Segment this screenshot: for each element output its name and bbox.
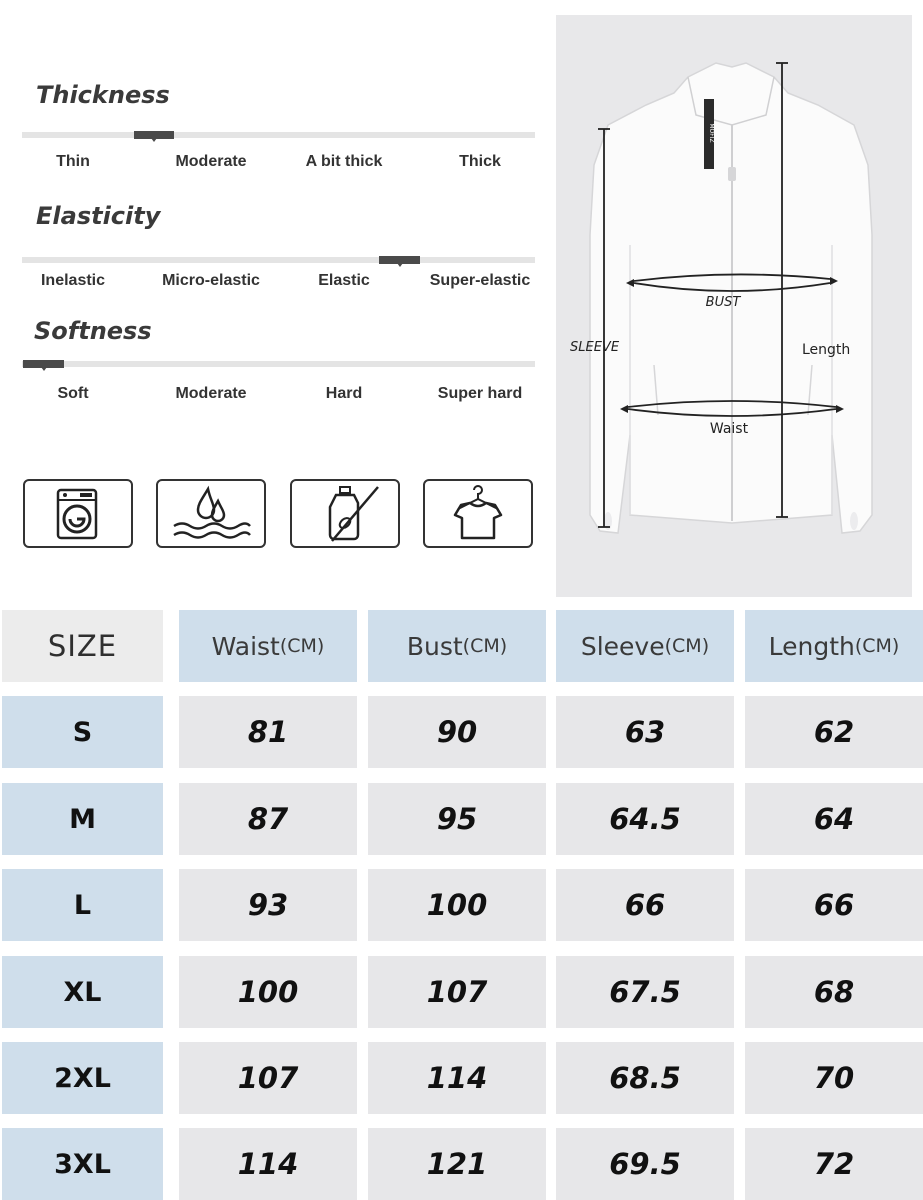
size-cell-2xl: 2XL <box>2 1042 163 1114</box>
column-header-waist-name: Waist <box>211 631 280 661</box>
size-cell-3xl: 3XL <box>2 1128 163 1200</box>
column-header-bust-name: Bust <box>406 631 463 661</box>
elasticity-title: Elasticity <box>36 202 161 230</box>
elasticity-label-inelastic: Inelastic <box>40 272 106 289</box>
table-cell-waist: 93 <box>179 869 357 941</box>
table-cell-sleeve: 64.5 <box>556 783 734 855</box>
hang-dry-icon <box>425 481 531 546</box>
softness-label-super-hard: Super hard <box>437 385 523 402</box>
size-cell-l: L <box>2 869 163 941</box>
thickness-label-moderate: Moderate <box>175 153 247 170</box>
length-label: Length <box>802 342 851 358</box>
column-header-length <box>745 610 923 682</box>
table-cell-bust: 100 <box>368 869 546 941</box>
column-header-waist <box>179 610 357 682</box>
table-cell-bust: 107 <box>368 956 546 1028</box>
care-machine-wash <box>23 479 133 548</box>
waist-label: Waist <box>709 421 749 437</box>
thickness-label-thick: Thick <box>459 153 501 170</box>
elasticity-marker <box>379 256 420 264</box>
softness-marker <box>23 360 64 368</box>
table-cell-waist: 107 <box>179 1042 357 1114</box>
size-header: SIZE <box>2 610 163 682</box>
table-cell-bust: 90 <box>368 696 546 768</box>
size-cell-xl: XL <box>2 956 163 1028</box>
thickness-title: Thickness <box>36 81 170 109</box>
table-cell-sleeve: 63 <box>556 696 734 768</box>
table-cell-sleeve: 68.5 <box>556 1042 734 1114</box>
column-header-length-unit: (CM) <box>854 635 900 657</box>
thickness-label-a-bit-thick: A bit thick <box>305 153 383 170</box>
sleeve-label: SLEEVE <box>570 340 620 355</box>
tag-text: MOFIZ <box>708 123 715 143</box>
washing-machine-icon <box>25 481 131 546</box>
table-cell-waist: 87 <box>179 783 357 855</box>
column-header-sleeve-name: Sleeve <box>580 631 665 661</box>
care-no-bleach <box>290 479 400 548</box>
jacket-illustration <box>556 15 912 597</box>
table-cell-waist: 81 <box>179 696 357 768</box>
product-image-jacket <box>556 15 912 597</box>
table-cell-sleeve: 66 <box>556 869 734 941</box>
column-header-sleeve-unit: (CM) <box>664 635 710 657</box>
table-cell-length: 70 <box>745 1042 923 1114</box>
thickness-marker <box>134 131 174 139</box>
table-cell-length: 62 <box>745 696 923 768</box>
column-header-length-name: Length <box>768 631 855 661</box>
softness-track <box>22 361 535 367</box>
table-cell-sleeve: 67.5 <box>556 956 734 1028</box>
thickness-track <box>22 132 535 138</box>
size-cell-s: S <box>2 696 163 768</box>
table-cell-length: 64 <box>745 783 923 855</box>
thickness-label-thin: Thin <box>56 153 90 170</box>
table-cell-length: 72 <box>745 1128 923 1200</box>
table-cell-waist: 114 <box>179 1128 357 1200</box>
softness-title: Softness <box>34 317 152 345</box>
elasticity-label-super-elastic: Super-elastic <box>429 272 531 289</box>
elasticity-track <box>22 257 535 263</box>
softness-label-soft: Soft <box>57 385 89 402</box>
table-cell-waist: 100 <box>179 956 357 1028</box>
water-temperature-icon <box>158 481 264 546</box>
no-bleach-icon <box>292 481 398 546</box>
elasticity-label-micro-elastic: Micro-elastic <box>162 272 260 289</box>
column-header-bust <box>368 610 546 682</box>
table-cell-bust: 114 <box>368 1042 546 1114</box>
softness-label-moderate: Moderate <box>175 385 247 402</box>
table-cell-length: 66 <box>745 869 923 941</box>
column-header-bust-unit: (CM) <box>462 635 508 657</box>
softness-label-hard: Hard <box>325 385 363 402</box>
column-header-waist-unit: (CM) <box>279 635 325 657</box>
column-header-sleeve <box>556 610 734 682</box>
elasticity-label-elastic: Elastic <box>318 272 370 289</box>
table-cell-length: 68 <box>745 956 923 1028</box>
size-cell-m: M <box>2 783 163 855</box>
care-hang-dry <box>423 479 533 548</box>
care-water-temperature <box>156 479 266 548</box>
table-cell-sleeve: 69.5 <box>556 1128 734 1200</box>
table-cell-bust: 121 <box>368 1128 546 1200</box>
table-cell-bust: 95 <box>368 783 546 855</box>
bust-label: BUST <box>705 295 741 310</box>
